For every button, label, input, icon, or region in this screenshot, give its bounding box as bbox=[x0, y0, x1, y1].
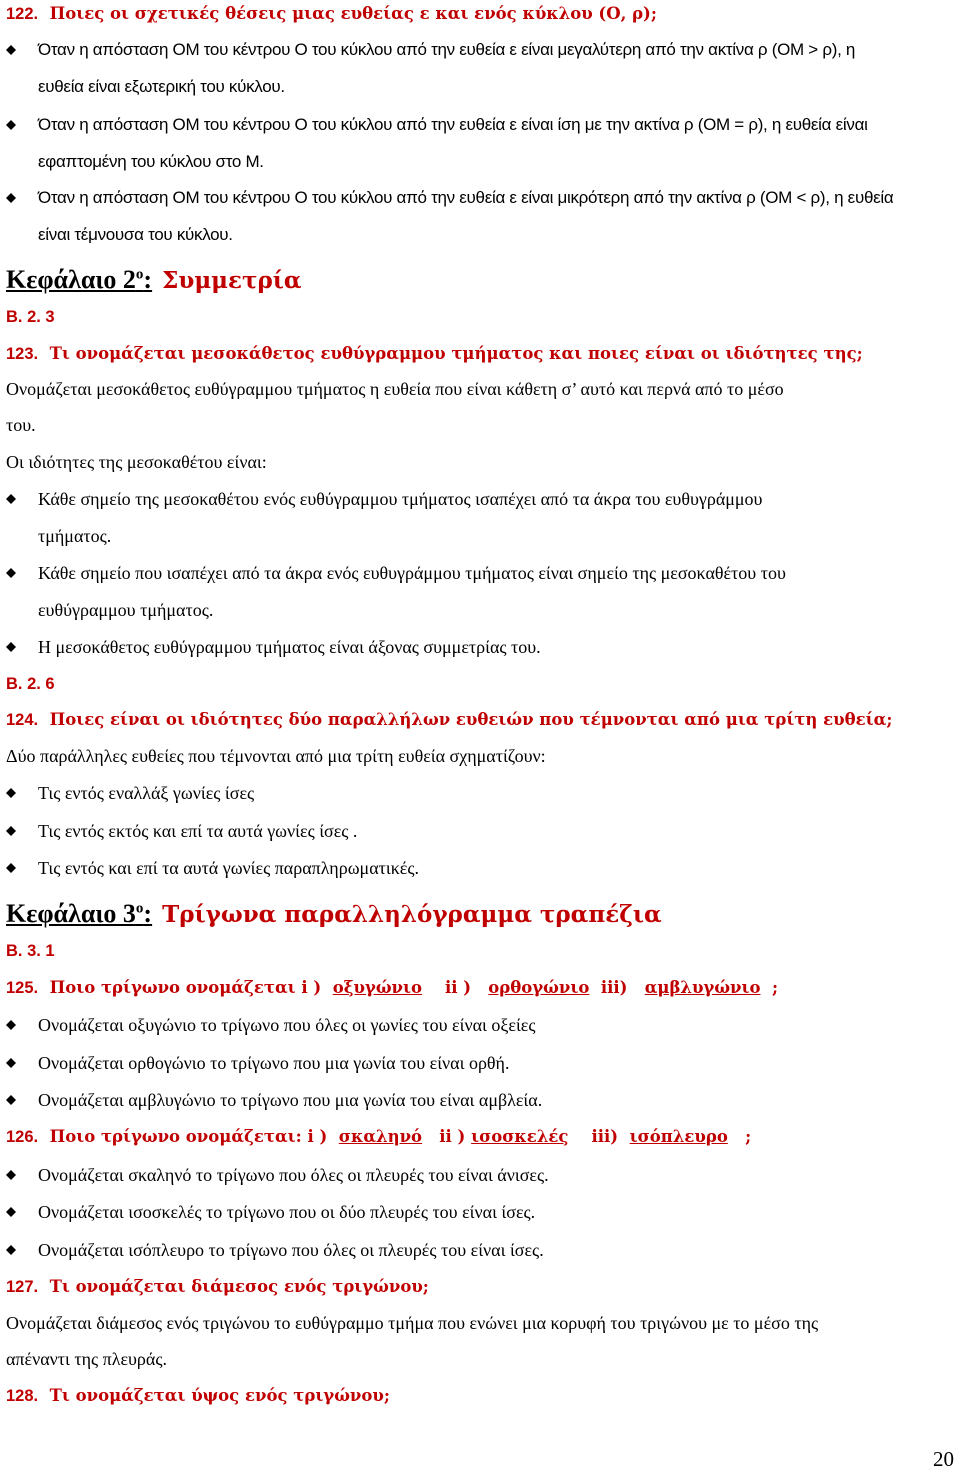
bullet-text-cont: είναι τέμνουσα του κύκλου. bbox=[38, 225, 233, 244]
bullet-text: Τις εντός και επί τα αυτά γωνίες παραπληρωματικές. bbox=[38, 858, 419, 878]
bullet-text: Κάθε σημείο της μεσοκαθέτου ενός ευθύγραμμου τμήματος ισαπέχει από τα άκρα του ευθυγράμμου bbox=[38, 489, 763, 509]
answer-text: Δύο παράλληλες ευθείες που τέμνονται από μια τρίτη ευθεία σχηματίζουν: bbox=[6, 746, 546, 766]
question-123: 123. Τι ονομάζεται μεσοκάθετος ευθύγραμμου τμήματος και ποιες είναι οι ιδιότητες της; bbox=[6, 344, 863, 363]
section-label: Β. 3. 1 bbox=[6, 942, 55, 960]
page-number: 20 bbox=[933, 1447, 954, 1471]
bullet-diamond-icon bbox=[6, 1170, 16, 1180]
question-128: 128. Τι ονομάζεται ύψος ενός τριγώνου; bbox=[6, 1386, 390, 1405]
bullet-diamond-icon bbox=[6, 1207, 16, 1217]
bullet-text: Ονομάζεται ισόπλευρο το τρίγωνο που όλες οι πλευρές του είναι ίσες. bbox=[38, 1240, 544, 1260]
bullet-text-cont: ευθεία είναι εξωτερική του κύκλου. bbox=[38, 77, 285, 96]
chapter-2-heading: Κεφάλαιο $2^o$: Συμμετρία bbox=[6, 264, 302, 294]
bullet-text: Ονομάζεται αμβλυγώνιο το τρίγωνο που μια γωνία του είναι αμβλεία. bbox=[38, 1090, 543, 1110]
bullet-text: Τις εντός εκτός και επί τα αυτά γωνίες ίσες . bbox=[38, 821, 358, 841]
section-label: Β. 2. 6 bbox=[6, 675, 55, 693]
answer-text-cont: απέναντι της πλευράς. bbox=[6, 1349, 167, 1369]
bullet-text: Ονομάζεται σκαληνό το τρίγωνο που όλες οι πλευρές του είναι άνισες. bbox=[38, 1165, 549, 1185]
answer-text: Οι ιδιότητες της μεσοκαθέτου είναι: bbox=[6, 452, 267, 472]
bullet-diamond-icon bbox=[6, 120, 16, 130]
answer-text-cont: του. bbox=[6, 415, 36, 435]
bullet-diamond-icon bbox=[6, 642, 16, 652]
bullet-text-cont: εφαπτομένη του κύκλου στο Μ. bbox=[38, 152, 264, 171]
bullet-text-cont: ευθύγραμμου τμήματος. bbox=[38, 600, 214, 620]
bullet-text-cont: τμήματος. bbox=[38, 526, 112, 546]
bullet-text: Η μεσοκάθετος ευθύγραμμου τμήματος είναι άξονας συμμετρίας του. bbox=[38, 637, 541, 657]
question-124: 124. Ποιες είναι οι ιδιότητες δύο παραλλήλων ευθειών που τέμνονται από μια τρίτη ευθεία; bbox=[6, 710, 893, 729]
bullet-text: Ονομάζεται οξυγώνιο το τρίγωνο που όλες οι γωνίες του είναι οξείες bbox=[38, 1015, 536, 1035]
bullet-diamond-icon bbox=[6, 193, 16, 203]
bullet-text: Τις εντός εναλλάξ γωνίες ίσες bbox=[38, 783, 255, 803]
bullet-text: Κάθε σημείο που ισαπέχει από τα άκρα ενός ευθυγράμμου τμήματος είναι σημείο της μεσοκαθέτου του bbox=[38, 563, 786, 583]
bullet-diamond-icon bbox=[6, 1095, 16, 1105]
bullet-text: Όταν η απόσταση ΟΜ του κέντρου Ο του κύκλου από την ευθεία ε είναι μικρότερη από την ακτίνα ρ (ΟΜ < ρ), η ευθεία bbox=[38, 188, 894, 207]
bullet-diamond-icon bbox=[6, 1020, 16, 1030]
bullet-diamond-icon bbox=[6, 568, 16, 578]
question-127: 127. Τι ονομάζεται διάμεσος ενός τριγώνου; bbox=[6, 1277, 429, 1296]
bullet-diamond-icon bbox=[6, 826, 16, 836]
answer-text: Ονομάζεται διάμεσος ενός τριγώνου το ευθύγραμμο τμήμα που ενώνει μια κορυφή του τριγώνου με το μέσο της bbox=[6, 1313, 819, 1333]
bullet-diamond-icon bbox=[6, 1058, 16, 1068]
answer-text: Ονομάζεται μεσοκάθετος ευθύγραμμου τμήματος η ευθεία που είναι κάθετη σ’ αυτό και περνά από το μέσο bbox=[6, 379, 784, 399]
question-122: 122. Ποιες οι σχετικές θέσεις μιας ευθείας ε και ενός κύκλου (Ο, ρ); bbox=[6, 4, 657, 23]
question-126: 126. Ποιο τρίγωνο ονομάζεται: i ) σκαληνό ii ) ισοσκελές iii) ισόπλευρο ; bbox=[6, 1127, 752, 1146]
bullet-diamond-icon bbox=[6, 1245, 16, 1255]
section-label: Β. 2. 3 bbox=[6, 308, 55, 326]
question-125: 125. Ποιο τρίγωνο ονομάζεται i ) οξυγώνιο ii ) ορθογώνιο iii) αμβλυγώνιο ; bbox=[6, 978, 779, 997]
bullet-diamond-icon bbox=[6, 863, 16, 873]
bullet-diamond-icon bbox=[6, 494, 16, 504]
bullet-diamond-icon bbox=[6, 788, 16, 798]
bullet-text: Όταν η απόσταση ΟΜ του κέντρου Ο του κύκλου από την ευθεία ε είναι μεγαλύτερη από την ακτίνα ρ (ΟΜ > ρ), η bbox=[38, 40, 856, 59]
bullet-text: Όταν η απόσταση ΟΜ του κέντρου Ο του κύκλου από την ευθεία ε είναι ίση με την ακτίνα ρ (ΟΜ = ρ), η ευθεία είναι bbox=[38, 115, 868, 134]
bullet-text: Ονομάζεται ισοσκελές το τρίγωνο που οι δύο πλευρές του είναι ίσες. bbox=[38, 1202, 536, 1222]
chapter-3-heading: Κεφάλαιο $3^o$: Τρίγωνα παραλληλόγραμμα τραπέζια bbox=[6, 898, 662, 928]
bullet-diamond-icon bbox=[6, 45, 16, 55]
bullet-text: Ονομάζεται ορθογώνιο το τρίγωνο που μια γωνία του είναι ορθή. bbox=[38, 1053, 510, 1073]
